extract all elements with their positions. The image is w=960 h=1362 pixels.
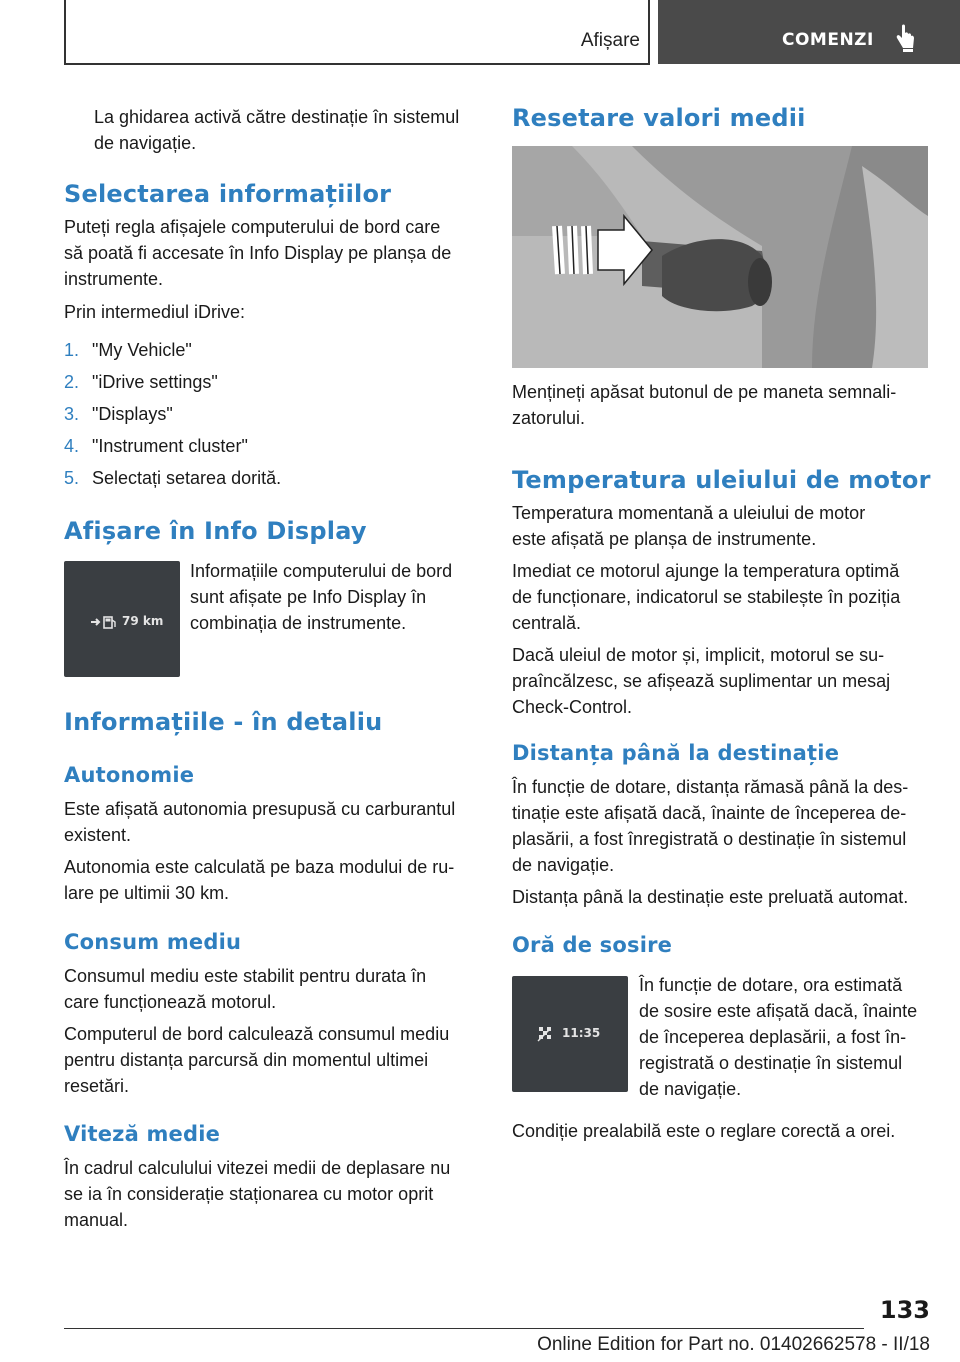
consum-p1-line-1: Consumul mediu este stabilit pentru durata în [64,966,427,986]
consum-p1-line-2: care funcționează motorul. [64,992,277,1012]
autonomie-p2-line-2: lare pe ultimii 30 km. [64,883,230,903]
temp-p2-line-2: de funcționare, indicatorul se stabilește în poziția [512,587,901,607]
ora-line-3: de începerea deplasării, a fost în- [639,1027,907,1047]
temp-p2-line-3: centrală. [512,613,582,633]
viteza-line-2: se ia în considerație staționarea cu motor oprit [64,1184,434,1204]
idrive-paragraph: Prin intermediul iDrive: [64,302,246,322]
temp-p2-line-1: Imediat ce motorul ajunge la temperatura optimă [512,561,900,581]
step-number: 3. [64,404,80,424]
select-paragraph-line-3: instrumente. [64,269,164,289]
step-number: 2. [64,372,80,392]
chapter-tab-label: COMENZI [782,30,874,50]
autonomie-p1-line-2: existent. [64,825,132,845]
footer-divider [64,1328,864,1329]
temp-p1-line-1: Temperatura momentană a uleiului de motor [512,503,866,523]
display-paragraph-line-2: sunt afișate pe Info Display în [190,587,427,607]
temp-p3-line-2: praîncălzesc, se afișează suplimentar un mesaj [512,671,891,691]
step-number: 5. [64,468,80,488]
list-item [64,465,484,497]
range-display-thumbnail [64,561,180,677]
heading-ora-de-sosire: Oră de sosire [512,933,673,957]
heading-autonomie: Autonomie [64,763,195,787]
page-number: 133 [879,1296,930,1324]
fuel-range-icon [90,615,120,629]
autonomie-p2-line-1: Autonomia este calculată pe baza modului de ru- [64,857,455,877]
list-item [64,369,484,401]
conditie-paragraph: Condiție prealabilă este o reglare corectă a orei. [512,1121,896,1141]
heading-resetare-valori-medii: Resetare valori medii [512,104,806,132]
consum-p2-line-1: Computerul de bord calculează consumul mediu [64,1024,450,1044]
heading-temperatura-ulei: Temperatura uleiului de motor [512,466,931,494]
step-number: 4. [64,436,80,456]
temp-p1-line-2: este afișată pe planșa de instrumente. [512,529,817,549]
hand-pointer-icon [894,24,916,52]
heading-distanta-pana-la-destinatie: Distanța până la destinație [512,741,840,765]
destination-flag-icon [536,1025,554,1043]
temp-p3-line-3: Check-Control. [512,697,633,717]
display-paragraph-line-1: Informațiile computerului de bord [190,561,453,581]
ora-line-4: registrată o destinație în sistemul [639,1053,903,1073]
ora-line-2: de sosire este afișată dacă, înainte [639,1001,918,1021]
header-right-border [648,0,650,64]
step-text: "My Vehicle" [92,340,192,360]
intro-line-2: de navigație. [94,133,197,153]
step-text: "Displays" [92,404,173,424]
list-item [64,401,484,433]
consum-p2-line-3: resetări. [64,1076,130,1096]
header-bottom-border [64,63,650,65]
header-chapter-tab[interactable] [658,0,960,64]
list-item [64,433,484,465]
idrive-steps-list [64,337,484,497]
heading-viteza-medie: Viteză medie [64,1122,221,1146]
ora-line-5: de navigație. [639,1079,742,1099]
temp-p3-line-1: Dacă uleiul de motor și, implicit, motorul se su- [512,645,885,665]
dist-p1-line-4: de navigație. [512,855,615,875]
dist-p1-line-3: plasării, a fost înregistrată o destinație în sistemul [512,829,907,849]
step-text: Selectați setarea dorită. [92,468,282,488]
select-paragraph-line-2: să poată fi accesate în Info Display pe planșa de [64,243,452,263]
step-number: 1. [64,340,80,360]
arrival-time-thumbnail [512,976,628,1092]
heading-consum-mediu: Consum mediu [64,930,242,954]
turn-signal-lever-illustration [512,146,928,368]
header-section-title: Afișare [580,30,640,51]
viteza-line-1: În cadrul calculului vitezei medii de deplasare nu [64,1158,451,1178]
header-left-border [64,0,66,64]
heading-selectarea-informatiilor: Selectarea informațiilor [64,180,392,208]
range-value: 79 km [122,614,164,628]
intro-line-1: La ghidarea activă către destinație în sistemul [94,107,460,127]
dist-p1-line-1: În funcție de dotare, distanța rămasă până la des- [512,777,909,797]
arrival-time-value: 11:35 [562,1026,601,1040]
step-text: "Instrument cluster" [92,436,248,456]
edition-note: Online Edition for Part no. 01402662578 - II/18 [537,1334,930,1355]
step-text: "iDrive settings" [92,372,218,392]
dist-p1-line-2: tinație este afișată dacă, înainte de începerea de- [512,803,907,823]
list-item [64,337,484,369]
reset-line-2: zatorului. [512,408,586,428]
viteza-line-3: manual. [64,1210,129,1230]
heading-afisare-info-display: Afișare în Info Display [64,517,367,545]
select-paragraph-line-1: Puteți regla afișajele computerului de bord care [64,217,441,237]
reset-line-1: Mențineți apăsat butonul de pe maneta semnali- [512,382,897,402]
dist-p2: Distanța până la destinație este preluată automat. [512,887,909,907]
display-paragraph-line-3: combinația de instrumente. [190,613,407,633]
heading-informatiile-in-detaliu: Informațiile - în detaliu [64,708,383,736]
ora-line-1: În funcție de dotare, ora estimată [639,975,903,995]
consum-p2-line-2: pentru distanța parcursă din momentul ultimei [64,1050,429,1070]
autonomie-p1-line-1: Este afișată autonomia presupusă cu carburantul [64,799,456,819]
